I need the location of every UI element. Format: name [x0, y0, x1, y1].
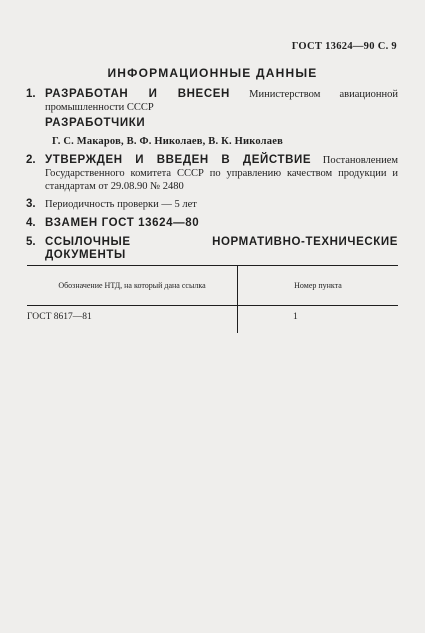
item-3 — [26, 198, 398, 211]
item-body — [45, 88, 398, 114]
item-heading: УТВЕРЖДЕН И ВВЕДЕН В ДЕЙСТВИЕ — [45, 154, 312, 166]
item-number: 4. — [26, 217, 36, 229]
column-header-clause: Номер пункта — [238, 266, 399, 306]
document-code: ГОСТ 13624—90 С. 9 — [291, 41, 397, 52]
item-heading: РАЗРАБОТАН И ВНЕСЕН — [45, 88, 230, 100]
item-heading: ССЫЛОЧНЫЕ НОРМАТИВНО-ТЕХНИЧЕСКИЕ ДОКУМЕНТЫ — [45, 236, 398, 261]
table-header-row — [27, 266, 398, 306]
item-body — [45, 154, 398, 193]
section-title: ИНФОРМАЦИОННЫЕ ДАННЫЕ — [107, 66, 318, 80]
item-text: Постановлением Государственного комитета СССР по управлению качеством продукции и стандартам от 29.08.90 № 2480 — [45, 155, 398, 192]
item-body — [45, 236, 398, 262]
table-row — [27, 306, 398, 334]
developers-heading: РАЗРАБОТЧИКИ — [45, 117, 146, 129]
item-1 — [26, 88, 398, 114]
item-body — [45, 217, 398, 230]
column-header-document: Обозначение НТД, на который дана ссылка — [27, 266, 238, 306]
item-number: 1. — [26, 88, 36, 100]
item-2 — [26, 154, 398, 193]
item-number: 3. — [26, 198, 36, 210]
item-body — [45, 198, 398, 211]
reference-table — [27, 265, 398, 333]
item-number: 2. — [26, 154, 36, 166]
item-number: 5. — [26, 236, 36, 248]
item-5 — [26, 236, 398, 262]
cell-clause: 1 — [293, 312, 298, 322]
item-text: Министерством авиационной промышленности СССР — [45, 89, 398, 113]
item-heading: ВЗАМЕН ГОСТ 13624—80 — [45, 217, 200, 229]
developers-names: Г. С. Макаров, В. Ф. Николаев, В. К. Николаев — [52, 136, 283, 147]
item-4 — [26, 217, 398, 230]
cell-document: ГОСТ 8617—81 — [27, 306, 238, 334]
item-text: Периодичность проверки — 5 лет — [45, 199, 197, 210]
